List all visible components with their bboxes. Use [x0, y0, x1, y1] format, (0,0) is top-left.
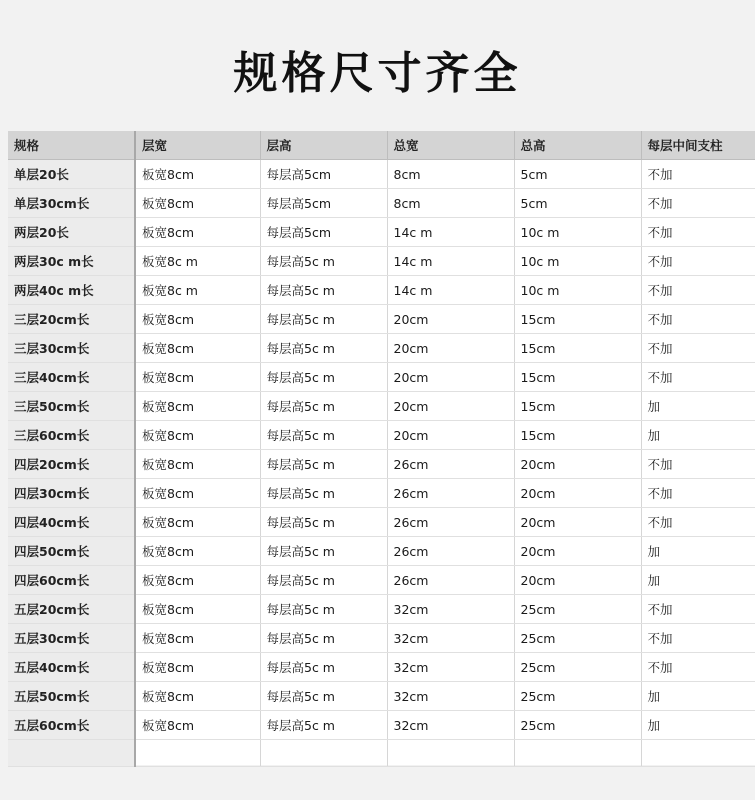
total-width-cell: 14c m: [387, 218, 514, 247]
layer-width-cell: 板宽8cm: [135, 595, 260, 624]
middle-support-cell: 不加: [641, 305, 755, 334]
layer-width-cell: 板宽8cm: [135, 653, 260, 682]
table-row: [8, 392, 755, 421]
layer-width-cell: 板宽8cm: [135, 363, 260, 392]
row-spec-cell: 三层30cm长: [8, 334, 135, 363]
total-height-cell: 5cm: [514, 160, 641, 189]
layer-height-cell: 每层高5c m: [260, 276, 387, 305]
total-height-cell: 10c m: [514, 276, 641, 305]
layer-height-cell: 每层高5c m: [260, 624, 387, 653]
layer-height-cell: 每层高5c m: [260, 479, 387, 508]
total-width-cell: 26cm: [387, 479, 514, 508]
middle-support-cell: 不加: [641, 479, 755, 508]
table-header-row: [8, 131, 755, 160]
total-height-cell: 20cm: [514, 566, 641, 595]
row-spec-cell: 三层60cm长: [8, 421, 135, 450]
layer-width-cell: 板宽8cm: [135, 160, 260, 189]
table-row: [8, 334, 755, 363]
table-row: [8, 305, 755, 334]
layer-width-cell: 板宽8cm: [135, 421, 260, 450]
column-header-total-width: 总宽: [387, 131, 514, 160]
table-row: [8, 189, 755, 218]
layer-height-cell: 每层高5cm: [260, 160, 387, 189]
total-width-cell: 32cm: [387, 711, 514, 740]
layer-height-cell: 每层高5c m: [260, 653, 387, 682]
total-height-cell: 15cm: [514, 392, 641, 421]
middle-support-cell: 不加: [641, 595, 755, 624]
spec-table-container: [8, 131, 755, 765]
layer-height-cell: 每层高5c m: [260, 595, 387, 624]
total-width-cell: 8cm: [387, 160, 514, 189]
middle-support-cell: 不加: [641, 624, 755, 653]
table-row: [8, 653, 755, 682]
row-spec-cell: 两层20长: [8, 218, 135, 247]
empty-cell: [8, 740, 135, 767]
layer-width-cell: 板宽8cm: [135, 624, 260, 653]
row-spec-cell: 四层60cm长: [8, 566, 135, 595]
total-height-cell: 25cm: [514, 624, 641, 653]
layer-width-cell: 板宽8cm: [135, 711, 260, 740]
row-spec-cell: 五层50cm长: [8, 682, 135, 711]
middle-support-cell: 加: [641, 537, 755, 566]
column-header-total-height: 总高: [514, 131, 641, 160]
layer-height-cell: 每层高5c m: [260, 392, 387, 421]
total-width-cell: 14c m: [387, 247, 514, 276]
total-width-cell: 20cm: [387, 334, 514, 363]
row-spec-cell: 单层20长: [8, 160, 135, 189]
table-body: [8, 160, 755, 767]
total-height-cell: 20cm: [514, 537, 641, 566]
row-spec-cell: 五层20cm长: [8, 595, 135, 624]
middle-support-cell: 加: [641, 421, 755, 450]
middle-support-cell: 不加: [641, 247, 755, 276]
layer-width-cell: 板宽8cm: [135, 682, 260, 711]
middle-support-cell: 不加: [641, 218, 755, 247]
total-width-cell: 26cm: [387, 566, 514, 595]
middle-support-cell: 不加: [641, 508, 755, 537]
total-height-cell: 20cm: [514, 450, 641, 479]
table-row: [8, 624, 755, 653]
layer-width-cell: 板宽8cm: [135, 189, 260, 218]
layer-width-cell: 板宽8cm: [135, 305, 260, 334]
table-row: [8, 566, 755, 595]
total-height-cell: 15cm: [514, 363, 641, 392]
total-width-cell: 20cm: [387, 421, 514, 450]
empty-cell: [387, 740, 514, 767]
middle-support-cell: 不加: [641, 160, 755, 189]
table-row: [8, 363, 755, 392]
page-header: [0, 0, 755, 130]
row-spec-cell: 五层60cm长: [8, 711, 135, 740]
column-header-middle-support: 每层中间支柱: [641, 131, 755, 160]
table-row: [8, 247, 755, 276]
row-spec-cell: 五层40cm长: [8, 653, 135, 682]
total-width-cell: 32cm: [387, 653, 514, 682]
row-spec-cell: 三层40cm长: [8, 363, 135, 392]
total-width-cell: 8cm: [387, 189, 514, 218]
layer-height-cell: 每层高5c m: [260, 247, 387, 276]
total-width-cell: 32cm: [387, 682, 514, 711]
table-row: [8, 508, 755, 537]
layer-height-cell: 每层高5c m: [260, 537, 387, 566]
total-height-cell: 20cm: [514, 479, 641, 508]
layer-width-cell: 板宽8cm: [135, 392, 260, 421]
row-spec-cell: 两层30c m长: [8, 247, 135, 276]
total-width-cell: 20cm: [387, 392, 514, 421]
spec-table: [8, 131, 755, 767]
column-header-layer-height: 层高: [260, 131, 387, 160]
row-spec-cell: 四层20cm长: [8, 450, 135, 479]
table-row: [8, 276, 755, 305]
layer-width-cell: 板宽8cm: [135, 537, 260, 566]
layer-height-cell: 每层高5c m: [260, 363, 387, 392]
middle-support-cell: 不加: [641, 276, 755, 305]
table-row: [8, 479, 755, 508]
total-width-cell: 26cm: [387, 450, 514, 479]
layer-height-cell: 每层高5c m: [260, 421, 387, 450]
row-spec-cell: 五层30cm长: [8, 624, 135, 653]
layer-width-cell: 板宽8c m: [135, 247, 260, 276]
row-spec-cell: 四层30cm长: [8, 479, 135, 508]
layer-width-cell: 板宽8cm: [135, 334, 260, 363]
column-header-spec: 规格: [8, 131, 135, 160]
layer-height-cell: 每层高5c m: [260, 450, 387, 479]
middle-support-cell: 加: [641, 566, 755, 595]
layer-height-cell: 每层高5c m: [260, 682, 387, 711]
total-width-cell: 32cm: [387, 624, 514, 653]
layer-width-cell: 板宽8cm: [135, 508, 260, 537]
table-row: [8, 595, 755, 624]
middle-support-cell: 不加: [641, 653, 755, 682]
row-spec-cell: 四层40cm长: [8, 508, 135, 537]
middle-support-cell: 不加: [641, 189, 755, 218]
layer-height-cell: 每层高5cm: [260, 218, 387, 247]
table-row: [8, 218, 755, 247]
row-spec-cell: 三层50cm长: [8, 392, 135, 421]
layer-width-cell: 板宽8cm: [135, 450, 260, 479]
total-width-cell: 26cm: [387, 508, 514, 537]
layer-height-cell: 每层高5c m: [260, 566, 387, 595]
total-height-cell: 25cm: [514, 653, 641, 682]
total-height-cell: 25cm: [514, 682, 641, 711]
column-header-layer-width: 层宽: [135, 131, 260, 160]
layer-height-cell: 每层高5cm: [260, 189, 387, 218]
layer-width-cell: 板宽8cm: [135, 479, 260, 508]
empty-cell: [260, 740, 387, 767]
middle-support-cell: 加: [641, 682, 755, 711]
table-row: [8, 421, 755, 450]
table-row: [8, 537, 755, 566]
total-width-cell: 14c m: [387, 276, 514, 305]
total-height-cell: 10c m: [514, 247, 641, 276]
row-spec-cell: 四层50cm长: [8, 537, 135, 566]
layer-height-cell: 每层高5c m: [260, 508, 387, 537]
page-title: 规格尺寸齐全: [233, 48, 522, 99]
row-spec-cell: 三层20cm长: [8, 305, 135, 334]
row-spec-cell: 两层40c m长: [8, 276, 135, 305]
total-height-cell: 5cm: [514, 189, 641, 218]
total-height-cell: 15cm: [514, 334, 641, 363]
table-empty-row: [8, 740, 755, 767]
layer-height-cell: 每层高5c m: [260, 305, 387, 334]
middle-support-cell: 不加: [641, 334, 755, 363]
total-height-cell: 10c m: [514, 218, 641, 247]
table-row: [8, 450, 755, 479]
empty-cell: [641, 740, 755, 767]
middle-support-cell: 不加: [641, 363, 755, 392]
total-height-cell: 25cm: [514, 711, 641, 740]
layer-height-cell: 每层高5c m: [260, 334, 387, 363]
layer-height-cell: 每层高5c m: [260, 711, 387, 740]
table-row: [8, 682, 755, 711]
total-width-cell: 20cm: [387, 305, 514, 334]
table-row: [8, 711, 755, 740]
table-row: [8, 160, 755, 189]
total-width-cell: 20cm: [387, 363, 514, 392]
row-spec-cell: 单层30cm长: [8, 189, 135, 218]
layer-width-cell: 板宽8cm: [135, 218, 260, 247]
total-height-cell: 15cm: [514, 305, 641, 334]
middle-support-cell: 加: [641, 711, 755, 740]
layer-width-cell: 板宽8cm: [135, 566, 260, 595]
middle-support-cell: 不加: [641, 450, 755, 479]
total-height-cell: 15cm: [514, 421, 641, 450]
empty-cell: [514, 740, 641, 767]
total-height-cell: 20cm: [514, 508, 641, 537]
total-width-cell: 26cm: [387, 537, 514, 566]
total-height-cell: 25cm: [514, 595, 641, 624]
layer-width-cell: 板宽8c m: [135, 276, 260, 305]
total-width-cell: 32cm: [387, 595, 514, 624]
empty-cell: [135, 740, 260, 767]
middle-support-cell: 加: [641, 392, 755, 421]
